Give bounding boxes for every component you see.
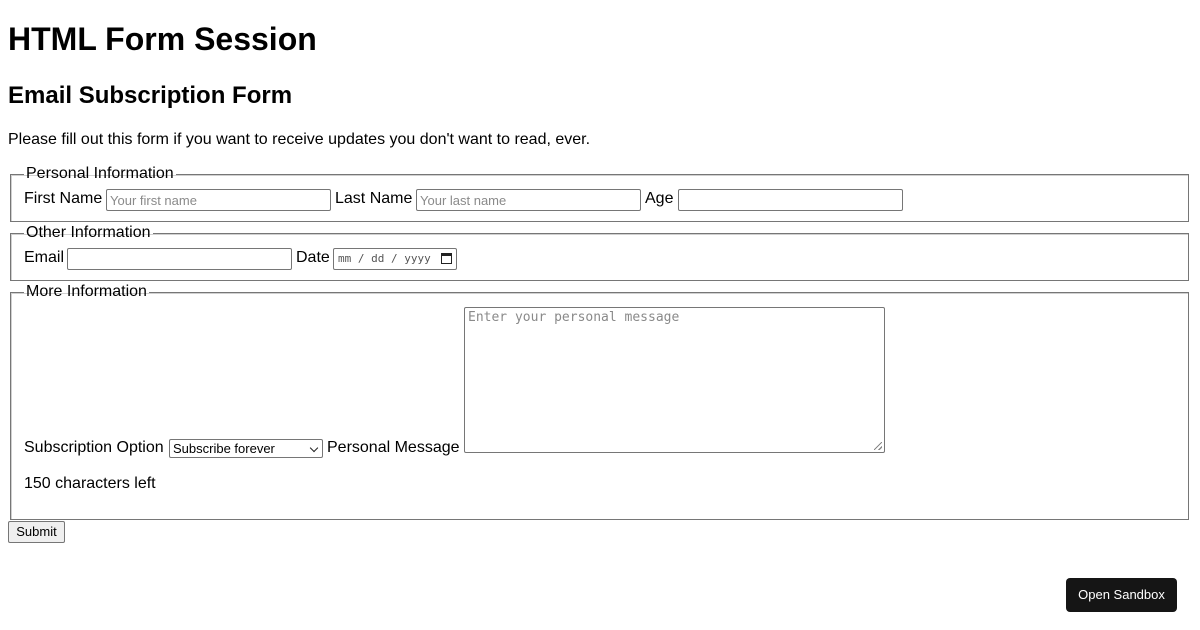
- form-title: Email Subscription Form: [8, 82, 293, 109]
- personal-information-legend: Personal Information: [26, 165, 174, 182]
- calendar-icon[interactable]: [441, 253, 452, 264]
- more-information-legend: More Information: [26, 283, 147, 300]
- open-sandbox-button[interactable]: Open Sandbox: [1066, 578, 1177, 612]
- email-label: Email: [24, 249, 65, 266]
- page-title: HTML Form Session: [8, 21, 317, 57]
- subscription-option-select[interactable]: [169, 439, 323, 458]
- email-input[interactable]: [67, 248, 292, 270]
- last-name-input[interactable]: [416, 189, 641, 211]
- date-label: Date: [296, 249, 330, 266]
- first-name-input[interactable]: [106, 189, 331, 211]
- last-name-label: Last Name: [335, 190, 413, 207]
- date-input[interactable]: [333, 248, 457, 270]
- submit-button[interactable]: Submit: [8, 521, 65, 543]
- subscription-option-label: Subscription Option: [24, 439, 164, 456]
- chevron-down-icon: [310, 444, 318, 452]
- age-label: Age: [645, 190, 674, 207]
- other-information-legend: Other Information: [26, 224, 151, 241]
- characters-left-counter: 150 characters left: [24, 475, 156, 492]
- resize-grip-icon[interactable]: [874, 442, 882, 450]
- personal-message-placeholder: Enter your personal message: [468, 310, 680, 325]
- personal-message-textarea[interactable]: [464, 307, 885, 453]
- date-placeholder: mm / dd / yyyy: [338, 252, 431, 265]
- first-name-label: First Name: [24, 190, 103, 207]
- age-input[interactable]: [678, 189, 903, 211]
- subscription-option-value: Subscribe forever: [173, 441, 275, 456]
- form-intro: Please fill out this form if you want to receive updates you don't want to read, ever.: [8, 131, 591, 148]
- personal-message-label: Personal Message: [327, 439, 460, 456]
